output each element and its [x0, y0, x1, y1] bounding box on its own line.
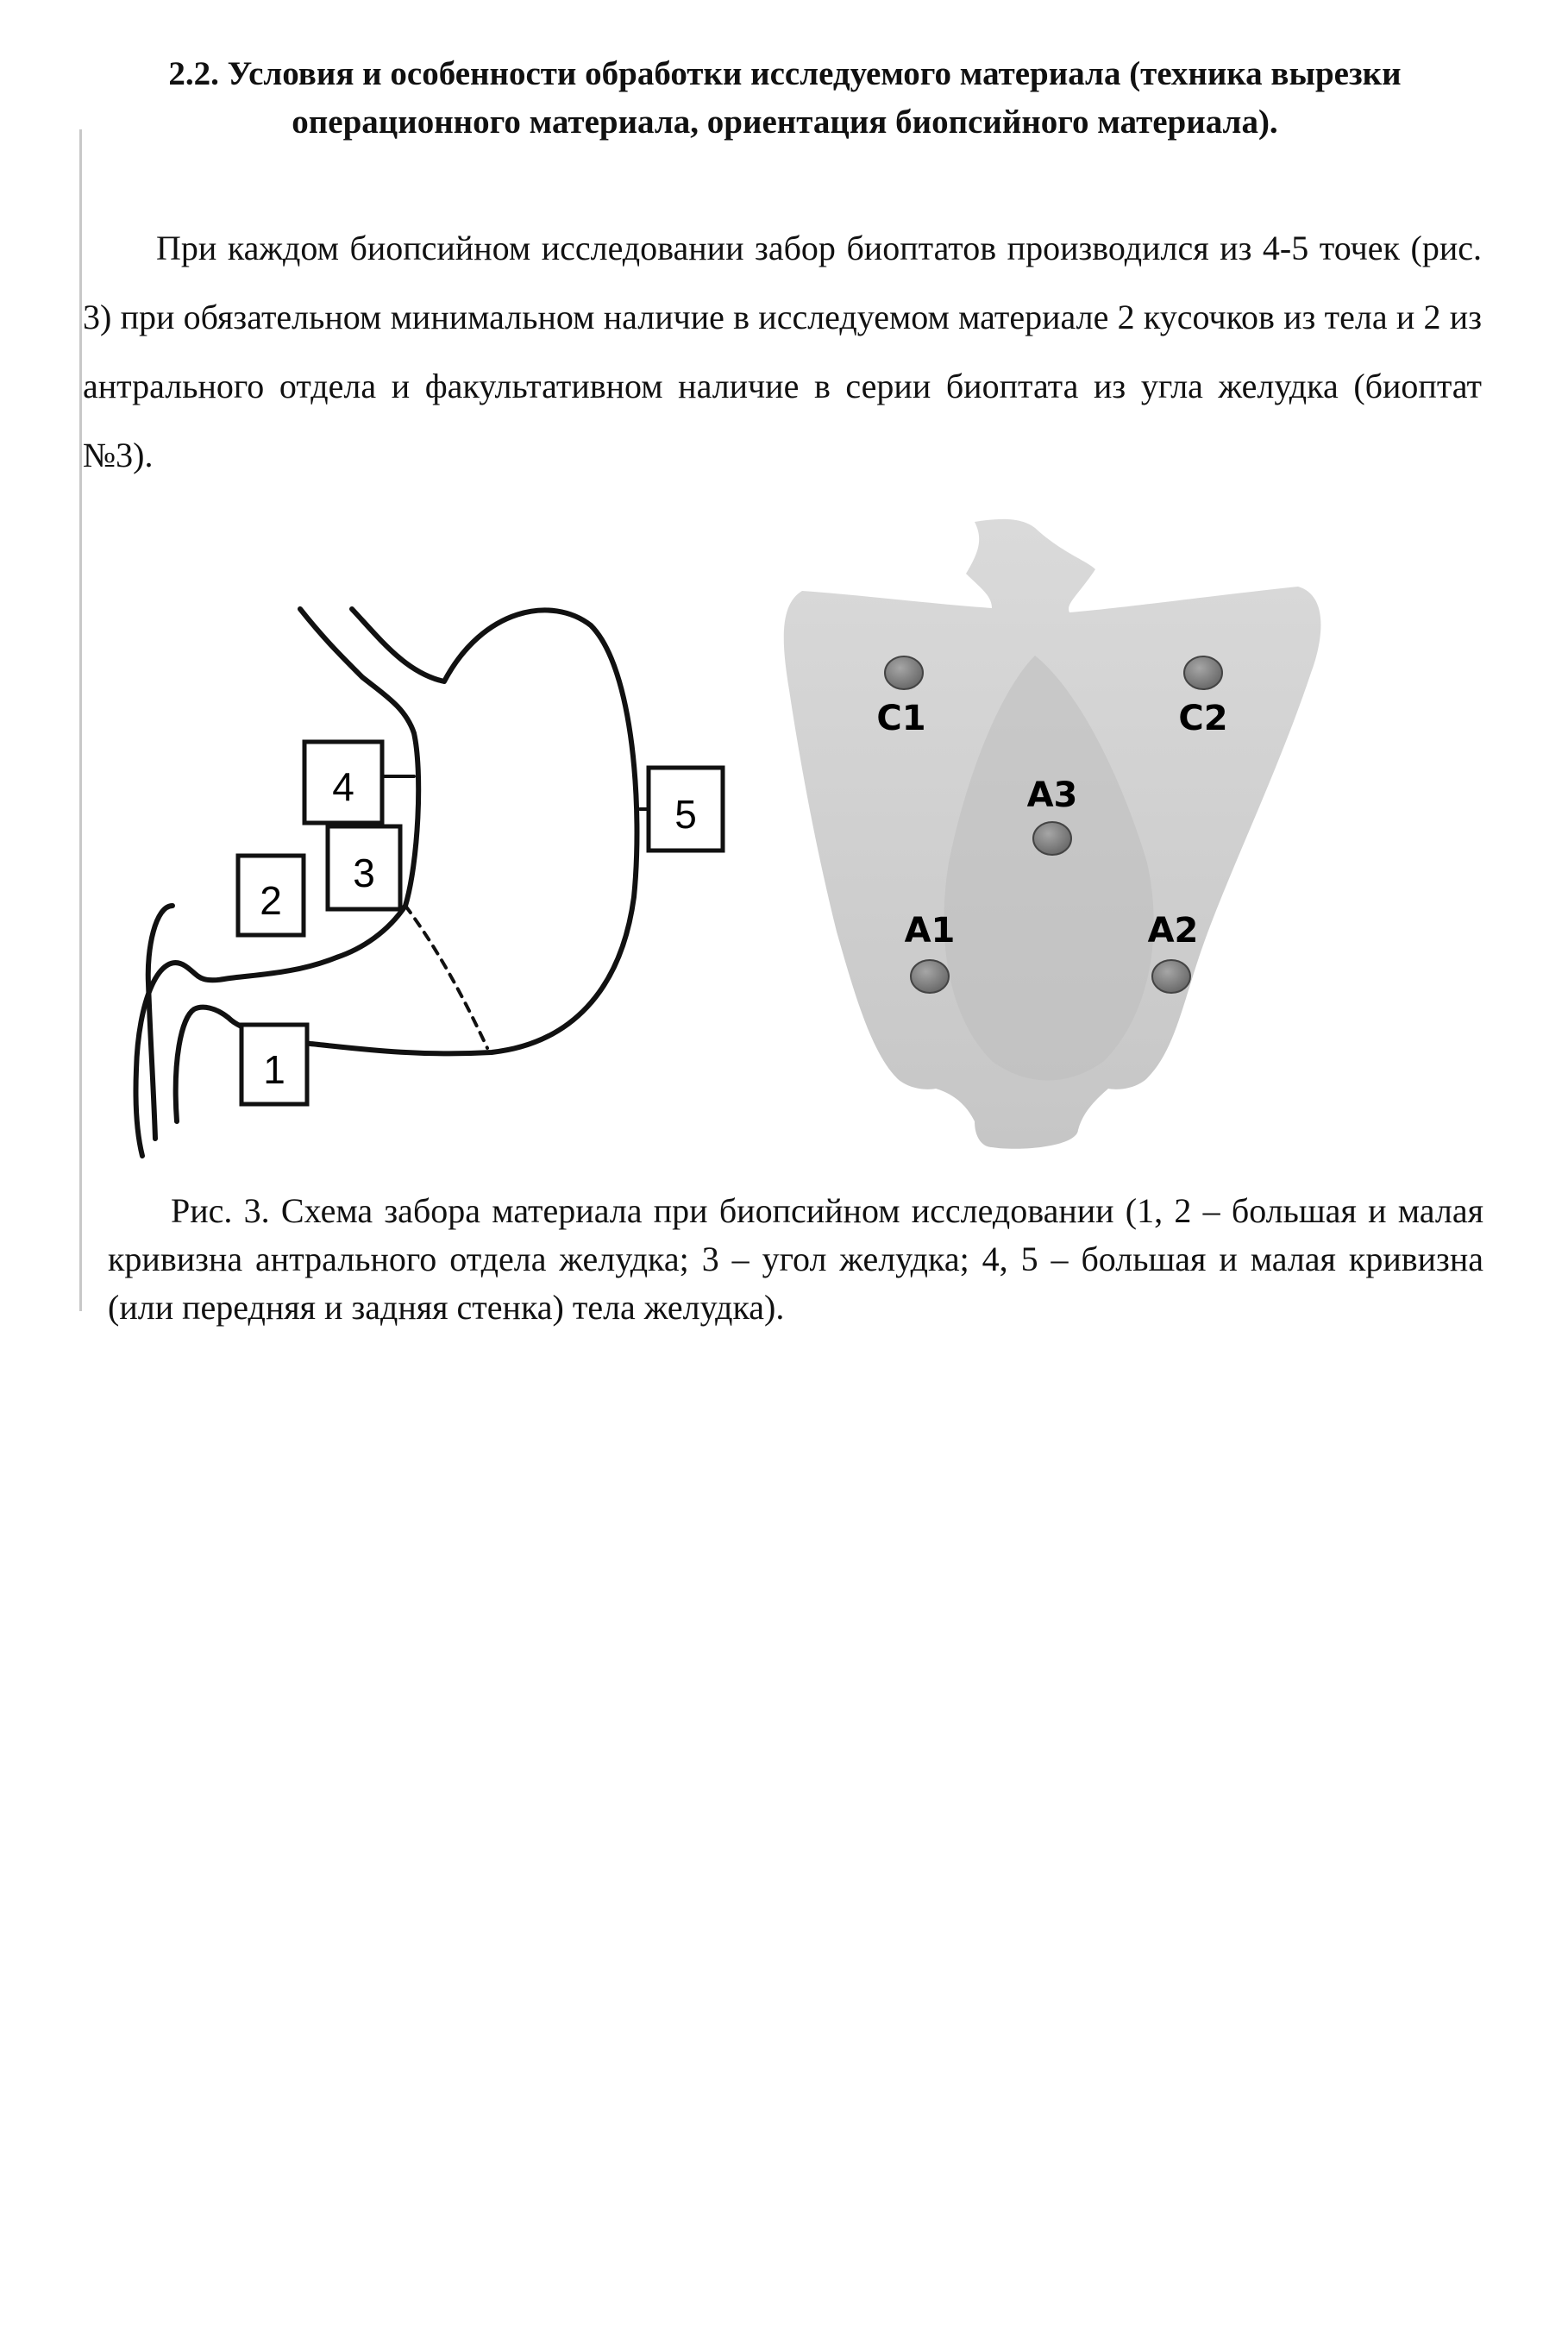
sample-box-3-label: 3: [353, 851, 375, 895]
sample-box-5-label: 5: [674, 792, 697, 837]
map-point-c1-label: C1: [876, 699, 926, 738]
section-heading: 2.2. Условия и особенности обработки исследуемого материала (техника вырезки операционного материала, ориентация биопсийного материала).: [168, 55, 1402, 141]
map-point-a3-label: A3: [1026, 775, 1078, 815]
figure-caption: Рис. 3. Схема забора материала при биопсийном исследовании (1, 2 – большая и малая кривизна антрального отдела желудка; 3 – угол желудка; 4, 5 – большая и малая кривизна (или передняя и задняя стенка) тела желудка).: [108, 1191, 1483, 1327]
sample-box-2-label: 2: [260, 878, 282, 923]
sample-box-1-label: 1: [263, 1047, 285, 1092]
map-point-a1-label: A1: [904, 911, 956, 951]
sample-box-5: [649, 768, 723, 851]
map-point-a2-label: A2: [1147, 911, 1199, 951]
body-paragraph: При каждом биопсийном исследовании забор биоптатов производился из 4-5 точек (рис. 3) при обязательном минимальном наличие в исследуемом материале 2 кусочков из тела и 2 из антрального отдела и факультативном наличие в серии биоптата из угла желудка (биоптат №3).: [83, 229, 1482, 474]
sample-box-4-label: 4: [332, 764, 354, 809]
sample-box-3: [328, 826, 400, 909]
sample-box-2: [238, 856, 304, 935]
stomach-map: [784, 519, 1321, 1149]
angular-incisure-line: [405, 906, 487, 1048]
sample-box-1: [241, 1025, 307, 1104]
sample-box-4: [304, 742, 382, 823]
duodenum: [148, 906, 172, 1139]
map-point-c2-label: C2: [1178, 699, 1228, 738]
